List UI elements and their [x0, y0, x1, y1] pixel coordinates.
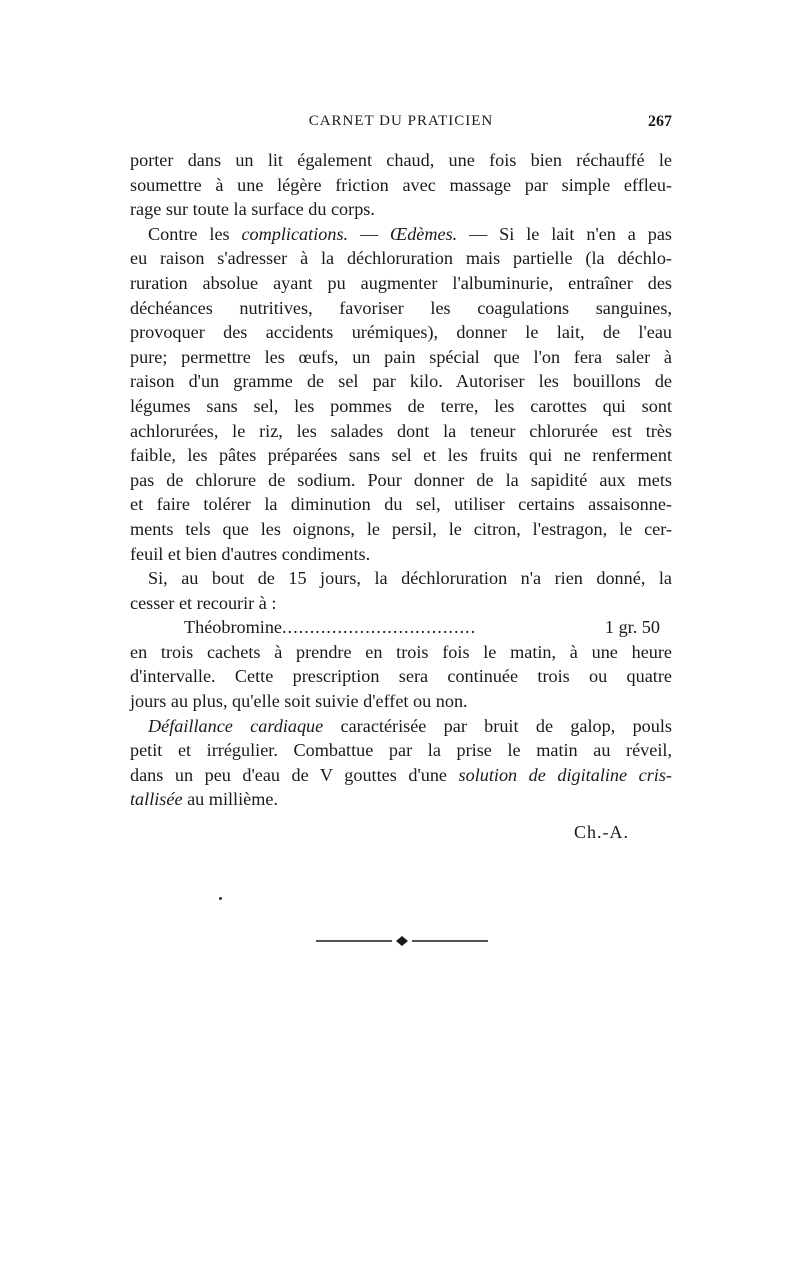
- text-line: provoquer des accidents urémiques), donner le lait, de l'eau: [130, 322, 672, 343]
- text-line: Si, au bout de 15 jours, la déchloruration n'a rien donné, la: [148, 568, 672, 589]
- text-line: jours au plus, qu'elle soit suivie d'effet ou non.: [130, 691, 468, 712]
- text-line-digitaline: [130, 763, 672, 788]
- text-line: feuil et bien d'autres condiments.: [130, 543, 371, 564]
- text-line: légumes sans sel, les pommes de terre, les carottes qui sont: [130, 395, 672, 416]
- running-head: [130, 113, 672, 135]
- page-number: 267: [648, 113, 672, 130]
- author-signature: Ch.-A.: [574, 822, 629, 842]
- prescription-drug: Théobromine: [184, 617, 282, 638]
- ink-speck: [219, 897, 222, 900]
- text-line: eu raison s'adresser à la déchloruration mais partielle (la déchlo-: [130, 248, 672, 269]
- text-fragment: au millième.: [182, 789, 278, 810]
- italic-tallisee: tallisée: [130, 789, 183, 810]
- text-line: ruration absolue ayant pu augmenter l'albuminurie, entraîner des: [130, 272, 672, 293]
- prescription-line: [130, 615, 672, 640]
- text-fragment: caractérisée par bruit de galop, pouls: [323, 715, 672, 736]
- body-text: [130, 148, 672, 812]
- text-fragment: —: [348, 223, 391, 244]
- text-fragment: dans un peu d'eau de V gouttes d'une: [130, 764, 459, 785]
- text-line-complications: [130, 222, 672, 247]
- italic-cardiac-heading: Défaillance cardiaque: [148, 715, 324, 736]
- text-line-cardiac: [130, 714, 672, 739]
- running-title: CARNET DU PRATICIEN: [308, 113, 494, 129]
- text-fragment: — Si le lait n'en a pas: [457, 223, 672, 244]
- text-line: déchéances nutritives, favoriser les coagulations sanguines,: [130, 297, 672, 318]
- text-line: raison d'un gramme de sel par kilo. Autoriser les bouillons de: [130, 371, 672, 392]
- text-line-millieme: [130, 787, 672, 812]
- prescription-dose: 1 gr. 50: [604, 617, 660, 638]
- text-line: achlorurées, le riz, les salades dont la teneur chlorurée est très: [130, 420, 672, 441]
- italic-complications: complications.: [241, 223, 349, 244]
- text-line: rage sur toute la surface du corps.: [130, 199, 375, 220]
- text-line: en trois cachets à prendre en trois fois le matin, à une heure: [130, 641, 672, 662]
- text-line: pas de chlorure de sodium. Pour donner de la sapidité aux mets: [130, 469, 672, 490]
- italic-digitaline: solution de digitaline cris-: [458, 764, 672, 785]
- section-end-ornament: [316, 934, 488, 948]
- text-line: faible, les pâtes préparées sans sel et les fruits qui ne renferment: [130, 445, 672, 466]
- text-line: porter dans un lit également chaud, une fois bien réchauffé le: [130, 150, 672, 170]
- text-line: pure; permettre les œufs, un pain spécial que l'on fera saler à: [130, 346, 672, 367]
- text-line: ments tels que les oignons, le persil, le citron, l'estragon, le cer-: [130, 518, 672, 539]
- text-fragment: Contre les: [148, 223, 242, 244]
- italic-oedemes: Œdèmes.: [390, 223, 458, 244]
- text-line: d'intervalle. Cette prescription sera continuée trois ou quatre: [130, 666, 672, 687]
- text-line: et faire tolérer la diminution du sel, utiliser certains assaisonne-: [130, 494, 672, 515]
- ornament-rule-icon: [316, 934, 488, 948]
- text-line: petit et irrégulier. Combattue par la prise le matin au réveil,: [130, 740, 672, 761]
- prescription-leader-dots: ...................................: [281, 617, 477, 638]
- text-line: cesser et recourir à :: [130, 592, 277, 613]
- text-line: soumettre à une légère friction avec massage par simple effleu-: [130, 174, 672, 195]
